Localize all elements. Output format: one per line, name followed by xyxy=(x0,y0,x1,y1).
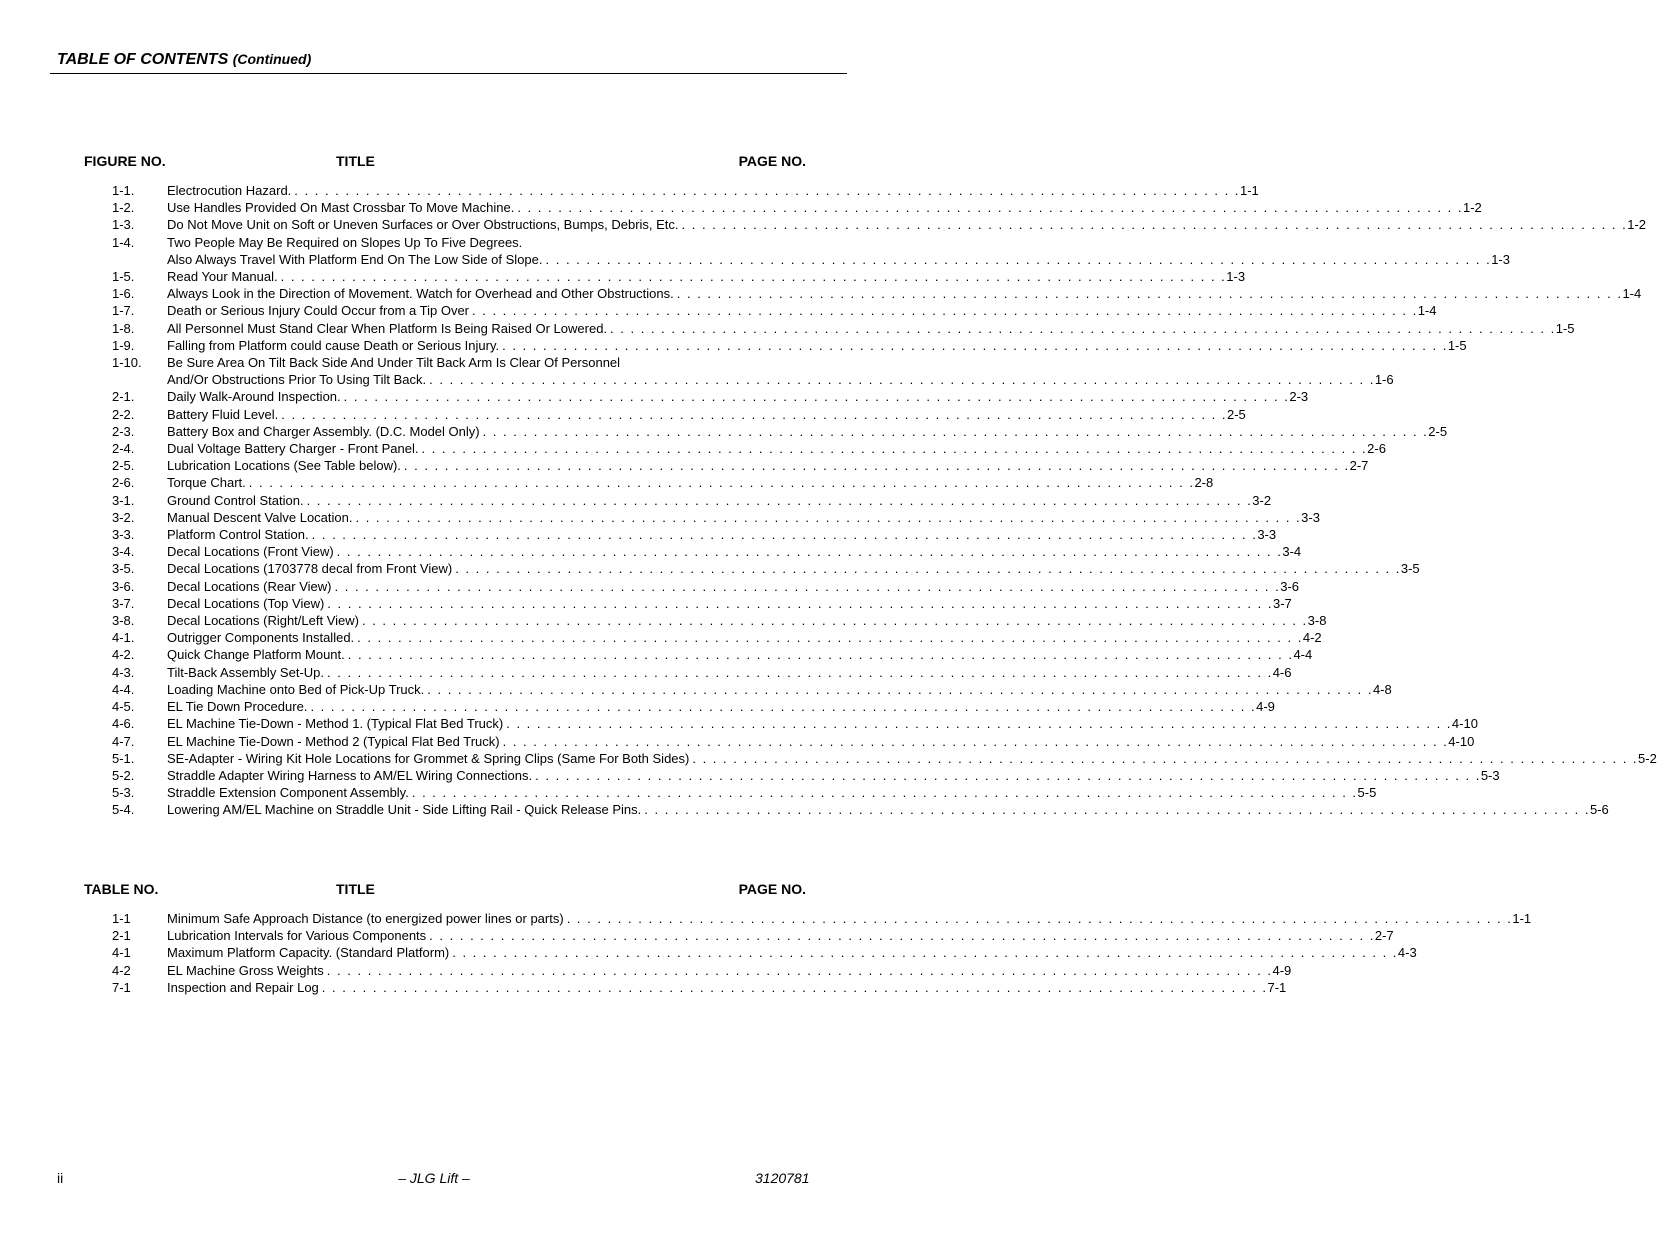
toc-entry-number: 1-10. xyxy=(112,355,142,371)
toc-entry-page: 2-5 xyxy=(1226,406,1246,422)
toc-entry-title: EL Machine Tie-Down - Method 1. (Typical Flat Bed Truck) xyxy=(167,716,504,732)
toc-entry-title: Ground Control Station. xyxy=(167,492,304,508)
toc-entry-page: 3-7 xyxy=(1272,595,1292,611)
toc-entry xyxy=(112,962,1292,979)
figures-col-no: FIGURE NO. xyxy=(84,153,166,169)
toc-leader-dots: . . . . . . . . . . . . . . . . . . . . . . . . . . . . . . . . . . . . . . . . . . . . . . . . . . . . . . . . . . . . . . . . . . . . . . . . . . . . . . . . . . . . . . . . . . . . . xyxy=(429,372,1375,388)
footer-center: – JLG Lift – xyxy=(398,1170,470,1186)
toc-entry-number: 5-3. xyxy=(112,785,135,801)
toc-entry-number: 2-3. xyxy=(112,423,135,439)
toc-entry-title: Decal Locations (Rear View) xyxy=(167,578,332,594)
toc-entry xyxy=(112,801,1609,818)
toc-entry xyxy=(112,406,1246,423)
toc-entry xyxy=(112,388,1309,405)
toc-entry-number: 4-5. xyxy=(112,699,135,715)
toc-leader-dots: . . . . . . . . . . . . . . . . . . . . . . . . . . . . . . . . . . . . . . . . . . . . . . . . . . . . . . . . . . . . . . . . . . . . . . . . . . . . . . . . . . . . . . . . . . . . . xyxy=(361,613,1308,629)
toc-leader-dots: . . . . . . . . . . . . . . . . . . . . . . . . . . . . . . . . . . . . . . . . . . . . . . . . . . . . . . . . . . . . . . . . . . . . . . . . . . . . . . . . . . . . . . . . . . . . . xyxy=(311,527,1258,543)
toc-entry-page: 4-3 xyxy=(1397,945,1417,961)
toc-entry xyxy=(112,354,1394,388)
toc-entry xyxy=(112,509,1320,526)
toc-leader-dots: . . . . . . . . . . . . . . . . . . . . . . . . . . . . . . . . . . . . . . . . . . . . . . . . . . . . . . . . . . . . . . . . . . . . . . . . . . . . . . . . . . . . . . . . . . . . . xyxy=(347,647,1294,663)
toc-entry-title: Manual Descent Valve Location. xyxy=(167,509,353,525)
toc-entry-title: All Personnel Must Stand Clear When Platform Is Being Raised Or Lowered. xyxy=(167,320,608,336)
toc-entry-number: 2-2. xyxy=(112,406,135,422)
toc-entry-title: Quick Change Platform Mount. xyxy=(167,647,345,663)
toc-entry xyxy=(112,457,1369,474)
toc-leader-dots: . . . . . . . . . . . . . . . . . . . . . . . . . . . . . . . . . . . . . . . . . . . . . . . . . . . . . . . . . . . . . . . . . . . . . . . . . . . . . . . . . . . . . . . . . . . . . xyxy=(545,251,1492,267)
toc-entry xyxy=(112,944,1417,961)
toc-entry xyxy=(112,302,1437,319)
toc-entry xyxy=(112,199,1482,216)
toc-entry-page: 2-7 xyxy=(1374,928,1394,944)
toc-entry-page: 1-2 xyxy=(1627,217,1647,233)
toc-entry-title: Maximum Platform Capacity. (Standard Platform) xyxy=(167,945,450,961)
toc-entry-title: Be Sure Area On Tilt Back Side And Under Tilt Back Arm Is Clear Of Personnel xyxy=(167,355,621,371)
toc-entry-number: 5-1. xyxy=(112,750,135,766)
toc-entry-title: Do Not Move Unit on Soft or Uneven Surfaces or Over Obstructions, Bumps, Debris, Etc. xyxy=(167,217,679,233)
toc-entry-number: 1-7. xyxy=(112,303,135,319)
toc-leader-dots: . . . . . . . . . . . . . . . . . . . . . . . . . . . . . . . . . . . . . . . . . . . . . . . . . . . . . . . . . . . . . . . . . . . . . . . . . . . . . . . . . . . . . . . . . . . . . xyxy=(343,389,1290,405)
toc-entry-title: Platform Control Station. xyxy=(167,527,309,543)
toc-leader-dots: . . . . . . . . . . . . . . . . . . . . . . . . . . . . . . . . . . . . . . . . . . . . . . . . . . . . . . . . . . . . . . . . . . . . . . . . . . . . . . . . . . . . . . . . . . . . . xyxy=(676,286,1623,302)
toc-entry-title: Tilt-Back Assembly Set-Up. xyxy=(167,664,325,680)
toc-leader-dots: . . . . . . . . . . . . . . . . . . . . . . . . . . . . . . . . . . . . . . . . . . . . . . . . . . . . . . . . . . . . . . . . . . . . . . . . . . . . . . . . . . . . . . . . . . . . . xyxy=(535,767,1481,783)
toc-entry-number: 5-2. xyxy=(112,767,135,783)
toc-entry-page: 4-10 xyxy=(1448,733,1475,749)
toc-leader-dots: . . . . . . . . . . . . . . . . . . . . . . . . . . . . . . . . . . . . . . . . . . . . . . . . . . . . . . . . . . . . . . . . . . . . . . . . . . . . . . . . . . . . . . . . . . . . . xyxy=(427,681,1373,697)
toc-entry xyxy=(112,715,1478,732)
toc-entry xyxy=(112,234,1510,268)
toc-entry xyxy=(112,784,1377,801)
tables-column-headers xyxy=(84,881,806,899)
toc-entry-title: Straddle Extension Component Assembly. xyxy=(167,785,409,801)
toc-entry-number: 3-4. xyxy=(112,544,135,560)
toc-entry-title: Battery Fluid Level. xyxy=(167,406,279,422)
toc-entry-number: 5-4. xyxy=(112,802,135,818)
tables-col-no: TABLE NO. xyxy=(84,881,159,897)
tables-col-title: TITLE xyxy=(336,881,375,897)
toc-entry-title: Decal Locations (1703778 decal from Front View) xyxy=(167,561,453,577)
toc-entry xyxy=(112,910,1532,927)
toc-entry-title: Dual Voltage Battery Charger - Front Panel. xyxy=(167,441,419,457)
toc-entry-number: 2-1 xyxy=(112,928,131,944)
toc-leader-dots: . . . . . . . . . . . . . . . . . . . . . . . . . . . . . . . . . . . . . . . . . . . . . . . . . . . . . . . . . . . . . . . . . . . . . . . . . . . . . . . . . . . . . . . . . . . . . xyxy=(310,699,1257,715)
toc-entry-page: 7-1 xyxy=(1267,979,1287,995)
toc-entry xyxy=(112,440,1386,457)
toc-leader-dots: . . . . . . . . . . . . . . . . . . . . . . . . . . . . . . . . . . . . . . . . . . . . . . . . . . . . . . . . . . . . . . . . . . . . . . . . . . . . . . . . . . . . . . . . . . . . . xyxy=(248,475,1195,491)
toc-entry-number: 4-1. xyxy=(112,630,135,646)
toc-leader-dots: . . . . . . . . . . . . . . . . . . . . . . . . . . . . . . . . . . . . . . . . . . . . . . . . . . . . . . . . . . . . . . . . . . . . . . . . . . . . . . . . . . . . . . . . . . . . . xyxy=(357,630,1303,646)
toc-entry-title: EL Machine Gross Weights xyxy=(167,962,324,978)
toc-entry-page: 4-2 xyxy=(1302,630,1322,646)
toc-entry-page: 3-4 xyxy=(1282,544,1302,560)
toc-entry-page: 4-10 xyxy=(1451,716,1478,732)
toc-leader-dots: . . . . . . . . . . . . . . . . . . . . . . . . . . . . . . . . . . . . . . . . . . . . . . . . . . . . . . . . . . . . . . . . . . . . . . . . . . . . . . . . . . . . . . . . . . . . . xyxy=(472,303,1418,319)
toc-entry-title: Use Handles Provided On Mast Crossbar To Move Machine. xyxy=(167,200,515,216)
toc-entry-number: 2-1. xyxy=(112,389,135,405)
toc-entry xyxy=(112,698,1275,715)
toc-entry-title: And/Or Obstructions Prior To Using Tilt Back. xyxy=(167,372,427,388)
toc-entry-title: Lowering AM/EL Machine on Straddle Unit - Side Lifting Rail - Quick Release Pins. xyxy=(167,802,642,818)
toc-entry-page: 2-3 xyxy=(1289,389,1309,405)
header-continued: (Continued) xyxy=(232,51,312,67)
toc-entry-title: Torque Chart. xyxy=(167,475,246,491)
toc-entry-number: 1-3. xyxy=(112,217,135,233)
toc-entry-number: 3-5. xyxy=(112,561,135,577)
toc-entry-page: 1-4 xyxy=(1622,286,1642,302)
toc-leader-dots: . . . . . . . . . . . . . . . . . . . . . . . . . . . . . . . . . . . . . . . . . . . . . . . . . . . . . . . . . . . . . . . . . . . . . . . . . . . . . . . . . . . . . . . . . . . . . xyxy=(517,200,1463,216)
toc-entry-number: 1-2. xyxy=(112,200,135,216)
toc-entry-page: 4-4 xyxy=(1293,647,1313,663)
toc-entry-page: 3-3 xyxy=(1257,527,1277,543)
toc-leader-dots: . . . . . . . . . . . . . . . . . . . . . . . . . . . . . . . . . . . . . . . . . . . . . . . . . . . . . . . . . . . . . . . . . . . . . . . . . . . . . . . . . . . . . . . . . . . . . xyxy=(502,337,1448,353)
toc-entry-page: 2-7 xyxy=(1349,458,1369,474)
toc-entry-number: 3-6. xyxy=(112,578,135,594)
toc-entry-title: Death or Serious Injury Could Occur from a Tip Over xyxy=(167,303,470,319)
toc-entry xyxy=(112,543,1302,560)
toc-entry xyxy=(112,595,1292,612)
toc-leader-dots: . . . . . . . . . . . . . . . . . . . . . . . . . . . . . . . . . . . . . . . . . . . . . . . . . . . . . . . . . . . . . . . . . . . . . . . . . . . . . . . . . . . . . . . . . . . . . xyxy=(692,750,1639,766)
toc-entry xyxy=(112,526,1277,543)
toc-entry xyxy=(112,612,1327,629)
toc-entry-number: 4-6. xyxy=(112,716,135,732)
toc-leader-dots: . . . . . . . . . . . . . . . . . . . . . . . . . . . . . . . . . . . . . . . . . . . . . . . . . . . . . . . . . . . . . . . . . . . . . . . . . . . . . . . . . . . . . . . . . . . . . xyxy=(421,441,1368,457)
toc-leader-dots: . . . . . . . . . . . . . . . . . . . . . . . . . . . . . . . . . . . . . . . . . . . . . . . . . . . . . . . . . . . . . . . . . . . . . . . . . . . . . . . . . . . . . . . . . . . . . xyxy=(326,962,1273,978)
toc-entry xyxy=(112,320,1575,337)
footer-page-label: ii xyxy=(57,1170,64,1186)
toc-entry-page: 1-5 xyxy=(1447,337,1467,353)
toc-leader-dots: . . . . . . . . . . . . . . . . . . . . . . . . . . . . . . . . . . . . . . . . . . . . . . . . . . . . . . . . . . . . . . . . . . . . . . . . . . . . . . . . . . . . . . . . . . . . . xyxy=(334,578,1281,594)
toc-leader-dots: . . . . . . . . . . . . . . . . . . . . . . . . . . . . . . . . . . . . . . . . . . . . . . . . . . . . . . . . . . . . . . . . . . . . . . . . . . . . . . . . . . . . . . . . . . . . . xyxy=(681,217,1628,233)
toc-entry-title: Read Your Manual. xyxy=(167,269,278,285)
toc-leader-dots: . . . . . . . . . . . . . . . . . . . . . . . . . . . . . . . . . . . . . . . . . . . . . . . . . . . . . . . . . . . . . . . . . . . . . . . . . . . . . . . . . . . . . . . . . . . . . xyxy=(281,406,1227,422)
footer-doc-number: 3120781 xyxy=(755,1170,810,1186)
toc-entry-number: 1-5. xyxy=(112,269,135,285)
toc-entry-title: SE-Adapter - Wiring Kit Hole Locations for Grommet & Spring Clips (Same For Both Sides) xyxy=(167,750,690,766)
figures-col-page: PAGE NO. xyxy=(738,153,806,169)
figures-list xyxy=(112,182,1657,819)
toc-entry-page: 3-2 xyxy=(1252,492,1272,508)
toc-leader-dots: . . . . . . . . . . . . . . . . . . . . . . . . . . . . . . . . . . . . . . . . . . . . . . . . . . . . . . . . . . . . . . . . . . . . . . . . . . . . . . . . . . . . . . . . . . . . . xyxy=(644,802,1590,818)
toc-entry xyxy=(112,646,1313,663)
toc-entry xyxy=(112,423,1448,440)
toc-entry-number: 1-9. xyxy=(112,337,135,353)
toc-entry xyxy=(112,733,1475,750)
toc-leader-dots: . . . . . . . . . . . . . . . . . . . . . . . . . . . . . . . . . . . . . . . . . . . . . . . . . . . . . . . . . . . . . . . . . . . . . . . . . . . . . . . . . . . . . . . . . . . . . xyxy=(502,733,1449,749)
toc-entry-number: 3-3. xyxy=(112,527,135,543)
toc-entry-number: 2-4. xyxy=(112,441,135,457)
toc-entry xyxy=(112,268,1246,285)
figures-col-title: TITLE xyxy=(336,153,375,169)
toc-entry-number: 4-7. xyxy=(112,733,135,749)
page-header xyxy=(57,51,311,69)
toc-entry-title: EL Tie Down Procedure. xyxy=(167,699,308,715)
toc-entry-title: Loading Machine onto Bed of Pick-Up Truck. xyxy=(167,681,425,697)
toc-entry-title: Lubrication Locations (See Table below). xyxy=(167,458,401,474)
toc-entry-page: 5-5 xyxy=(1357,785,1377,801)
toc-entry xyxy=(112,337,1467,354)
toc-entry-title: Decal Locations (Front View) xyxy=(167,544,334,560)
toc-entry xyxy=(112,664,1292,681)
toc-entry-number: 3-7. xyxy=(112,595,135,611)
toc-entry-page: 1-4 xyxy=(1417,303,1437,319)
toc-leader-dots: . . . . . . . . . . . . . . . . . . . . . . . . . . . . . . . . . . . . . . . . . . . . . . . . . . . . . . . . . . . . . . . . . . . . . . . . . . . . . . . . . . . . . . . . . . . . . xyxy=(452,945,1398,961)
toc-entry xyxy=(112,216,1647,233)
toc-entry-page: 4-6 xyxy=(1272,664,1292,680)
toc-entry-page: 3-3 xyxy=(1301,509,1320,525)
tables-list xyxy=(112,910,1532,996)
toc-leader-dots: . . . . . . . . . . . . . . . . . . . . . . . . . . . . . . . . . . . . . . . . . . . . . . . . . . . . . . . . . . . . . . . . . . . . . . . . . . . . . . . . . . . . . . . . . . . . . xyxy=(294,183,1240,198)
toc-entry xyxy=(112,767,1500,784)
toc-leader-dots: . . . . . . . . . . . . . . . . . . . . . . . . . . . . . . . . . . . . . . . . . . . . . . . . . . . . . . . . . . . . . . . . . . . . . . . . . . . . . . . . . . . . . . . . . . . . . xyxy=(482,423,1429,439)
toc-entry-number: 4-1 xyxy=(112,945,131,961)
toc-leader-dots: . . . . . . . . . . . . . . . . . . . . . . . . . . . . . . . . . . . . . . . . . . . . . . . . . . . . . . . . . . . . . . . . . . . . . . . . . . . . . . . . . . . . . . . . . . . . . xyxy=(280,269,1227,285)
toc-entry-title: Decal Locations (Right/Left View) xyxy=(167,613,359,629)
toc-entry xyxy=(112,285,1642,302)
toc-leader-dots: . . . . . . . . . . . . . . . . . . . . . . . . . . . . . . . . . . . . . . . . . . . . . . . . . . . . . . . . . . . . . . . . . . . . . . . . . . . . . . . . . . . . . . . . . . . . . xyxy=(429,928,1375,944)
toc-entry-page: 1-1 xyxy=(1512,911,1532,926)
toc-entry-title: EL Machine Tie-Down - Method 2 (Typical Flat Bed Truck) xyxy=(167,733,500,749)
toc-entry-number: 1-4. xyxy=(112,234,135,250)
toc-entry-page: 1-1 xyxy=(1239,183,1259,198)
toc-entry-title: Electrocution Hazard. xyxy=(167,183,292,198)
toc-entry-page: 5-3 xyxy=(1480,767,1500,783)
toc-entry-title: Always Look in the Direction of Movement. Watch for Overhead and Other Obstructions. xyxy=(167,286,674,302)
toc-entry-page: 1-6 xyxy=(1374,372,1394,388)
toc-entry-title: Decal Locations (Top View) xyxy=(167,595,325,611)
toc-entry-title: Battery Box and Charger Assembly. (D.C. Model Only) xyxy=(167,423,480,439)
toc-leader-dots: . . . . . . . . . . . . . . . . . . . . . . . . . . . . . . . . . . . . . . . . . . . . . . . . . . . . . . . . . . . . . . . . . . . . . . . . . . . . . . . . . . . . . . . . . . . . . xyxy=(355,509,1302,525)
toc-entry-page: 3-8 xyxy=(1307,613,1327,629)
toc-leader-dots: . . . . . . . . . . . . . . . . . . . . . . . . . . . . . . . . . . . . . . . . . . . . . . . . . . . . . . . . . . . . . . . . . . . . . . . . . . . . . . . . . . . . . . . . . . . . . xyxy=(610,320,1556,336)
toc-entry-number: 1-1. xyxy=(112,183,135,198)
toc-entry-title: Lubrication Intervals for Various Components xyxy=(167,928,427,944)
toc-entry-number: 2-6. xyxy=(112,475,135,491)
toc-entry-title: Two People May Be Required on Slopes Up To Five Degrees. xyxy=(167,234,523,250)
figures-column-headers xyxy=(84,153,806,171)
toc-entry-page: 3-6 xyxy=(1280,578,1299,594)
toc-entry-page: 4-8 xyxy=(1372,681,1392,697)
toc-entry xyxy=(112,927,1394,944)
toc-entry-page: 2-6 xyxy=(1367,441,1386,457)
tables-col-page: PAGE NO. xyxy=(738,881,806,897)
toc-leader-dots: . . . . . . . . . . . . . . . . . . . . . . . . . . . . . . . . . . . . . . . . . . . . . . . . . . . . . . . . . . . . . . . . . . . . . . . . . . . . . . . . . . . . . . . . . . . . . xyxy=(455,561,1401,577)
toc-entry-page: 5-6 xyxy=(1589,802,1609,818)
toc-entry-title: Falling from Platform could cause Death or Serious Injury. xyxy=(167,337,500,353)
toc-entry-page: 3-5 xyxy=(1400,561,1420,577)
toc-entry xyxy=(112,182,1259,199)
toc-leader-dots: . . . . . . . . . . . . . . . . . . . . . . . . . . . . . . . . . . . . . . . . . . . . . . . . . . . . . . . . . . . . . . . . . . . . . . . . . . . . . . . . . . . . . . . . . . . . . xyxy=(327,595,1273,611)
toc-entry-page: 1-3 xyxy=(1491,251,1510,267)
toc-entry-number: 4-4. xyxy=(112,681,135,697)
toc-leader-dots: . . . . . . . . . . . . . . . . . . . . . . . . . . . . . . . . . . . . . . . . . . . . . . . . . . . . . . . . . . . . . . . . . . . . . . . . . . . . . . . . . . . . . . . . . . . . . xyxy=(306,492,1253,508)
toc-entry-number: 4-2. xyxy=(112,647,135,663)
toc-entry-page: 4-9 xyxy=(1272,962,1292,978)
header-title: TABLE OF CONTENTS xyxy=(57,51,229,68)
toc-entry-page: 2-8 xyxy=(1194,475,1214,491)
toc-entry-number: 1-8. xyxy=(112,320,135,336)
toc-entry-number: 3-8. xyxy=(112,613,135,629)
toc-entry xyxy=(112,474,1214,491)
toc-entry xyxy=(112,681,1392,698)
toc-entry-title: Straddle Adapter Wiring Harness to AM/EL Wiring Connections. xyxy=(167,767,533,783)
header-rule xyxy=(50,73,847,74)
toc-entry-number: 1-6. xyxy=(112,286,135,302)
toc-entry-number: 7-1 xyxy=(112,979,131,995)
toc-entry-number: 2-5. xyxy=(112,458,135,474)
toc-leader-dots: . . . . . . . . . . . . . . . . . . . . . . . . . . . . . . . . . . . . . . . . . . . . . . . . . . . . . . . . . . . . . . . . . . . . . . . . . . . . . . . . . . . . . . . . . . . . . xyxy=(321,979,1268,995)
toc-entry xyxy=(112,750,1657,767)
toc-entry-title: Also Always Travel With Platform End On The Low Side of Slope. xyxy=(167,251,543,267)
toc-entry-title: Minimum Safe Approach Distance (to energized power lines or parts) xyxy=(167,911,564,926)
toc-entry-page: 1-3 xyxy=(1226,269,1246,285)
toc-entry-title: Inspection and Repair Log xyxy=(167,979,319,995)
toc-entry-page: 1-5 xyxy=(1555,320,1575,336)
toc-entry-title: Daily Walk-Around Inspection. xyxy=(167,389,341,405)
toc-leader-dots: . . . . . . . . . . . . . . . . . . . . . . . . . . . . . . . . . . . . . . . . . . . . . . . . . . . . . . . . . . . . . . . . . . . . . . . . . . . . . . . . . . . . . . . . . . . . . xyxy=(403,458,1350,474)
toc-leader-dots: . . . . . . . . . . . . . . . . . . . . . . . . . . . . . . . . . . . . . . . . . . . . . . . . . . . . . . . . . . . . . . . . . . . . . . . . . . . . . . . . . . . . . . . . . . . . . xyxy=(566,911,1513,926)
toc-leader-dots: . . . . . . . . . . . . . . . . . . . . . . . . . . . . . . . . . . . . . . . . . . . . . . . . . . . . . . . . . . . . . . . . . . . . . . . . . . . . . . . . . . . . . . . . . . . . . xyxy=(327,664,1273,680)
toc-entry xyxy=(112,979,1287,996)
toc-entry-number: 1-1 xyxy=(112,911,131,926)
toc-entry-title: Outrigger Components Installed. xyxy=(167,630,355,646)
toc-entry-number: 3-1. xyxy=(112,492,135,508)
toc-leader-dots: . . . . . . . . . . . . . . . . . . . . . . . . . . . . . . . . . . . . . . . . . . . . . . . . . . . . . . . . . . . . . . . . . . . . . . . . . . . . . . . . . . . . . . . . . . . . . xyxy=(336,544,1283,560)
toc-entry xyxy=(112,578,1299,595)
toc-entry xyxy=(112,629,1322,646)
toc-leader-dots: . . . . . . . . . . . . . . . . . . . . . . . . . . . . . . . . . . . . . . . . . . . . . . . . . . . . . . . . . . . . . . . . . . . . . . . . . . . . . . . . . . . . . . . . . . . . . xyxy=(411,785,1358,801)
toc-entry-number: 4-3. xyxy=(112,664,135,680)
toc-entry-page: 1-2 xyxy=(1463,200,1482,216)
toc-entry-number: 4-2 xyxy=(112,962,131,978)
toc-entry-page: 4-9 xyxy=(1256,699,1275,715)
toc-entry-page: 2-5 xyxy=(1428,423,1448,439)
toc-leader-dots: . . . . . . . . . . . . . . . . . . . . . . . . . . . . . . . . . . . . . . . . . . . . . . . . . . . . . . . . . . . . . . . . . . . . . . . . . . . . . . . . . . . . . . . . . . . . . xyxy=(506,716,1452,732)
toc-entry xyxy=(112,560,1420,577)
toc-entry-page: 5-2 xyxy=(1638,750,1657,766)
toc-entry xyxy=(112,492,1272,509)
toc-entry-number: 3-2. xyxy=(112,509,135,525)
